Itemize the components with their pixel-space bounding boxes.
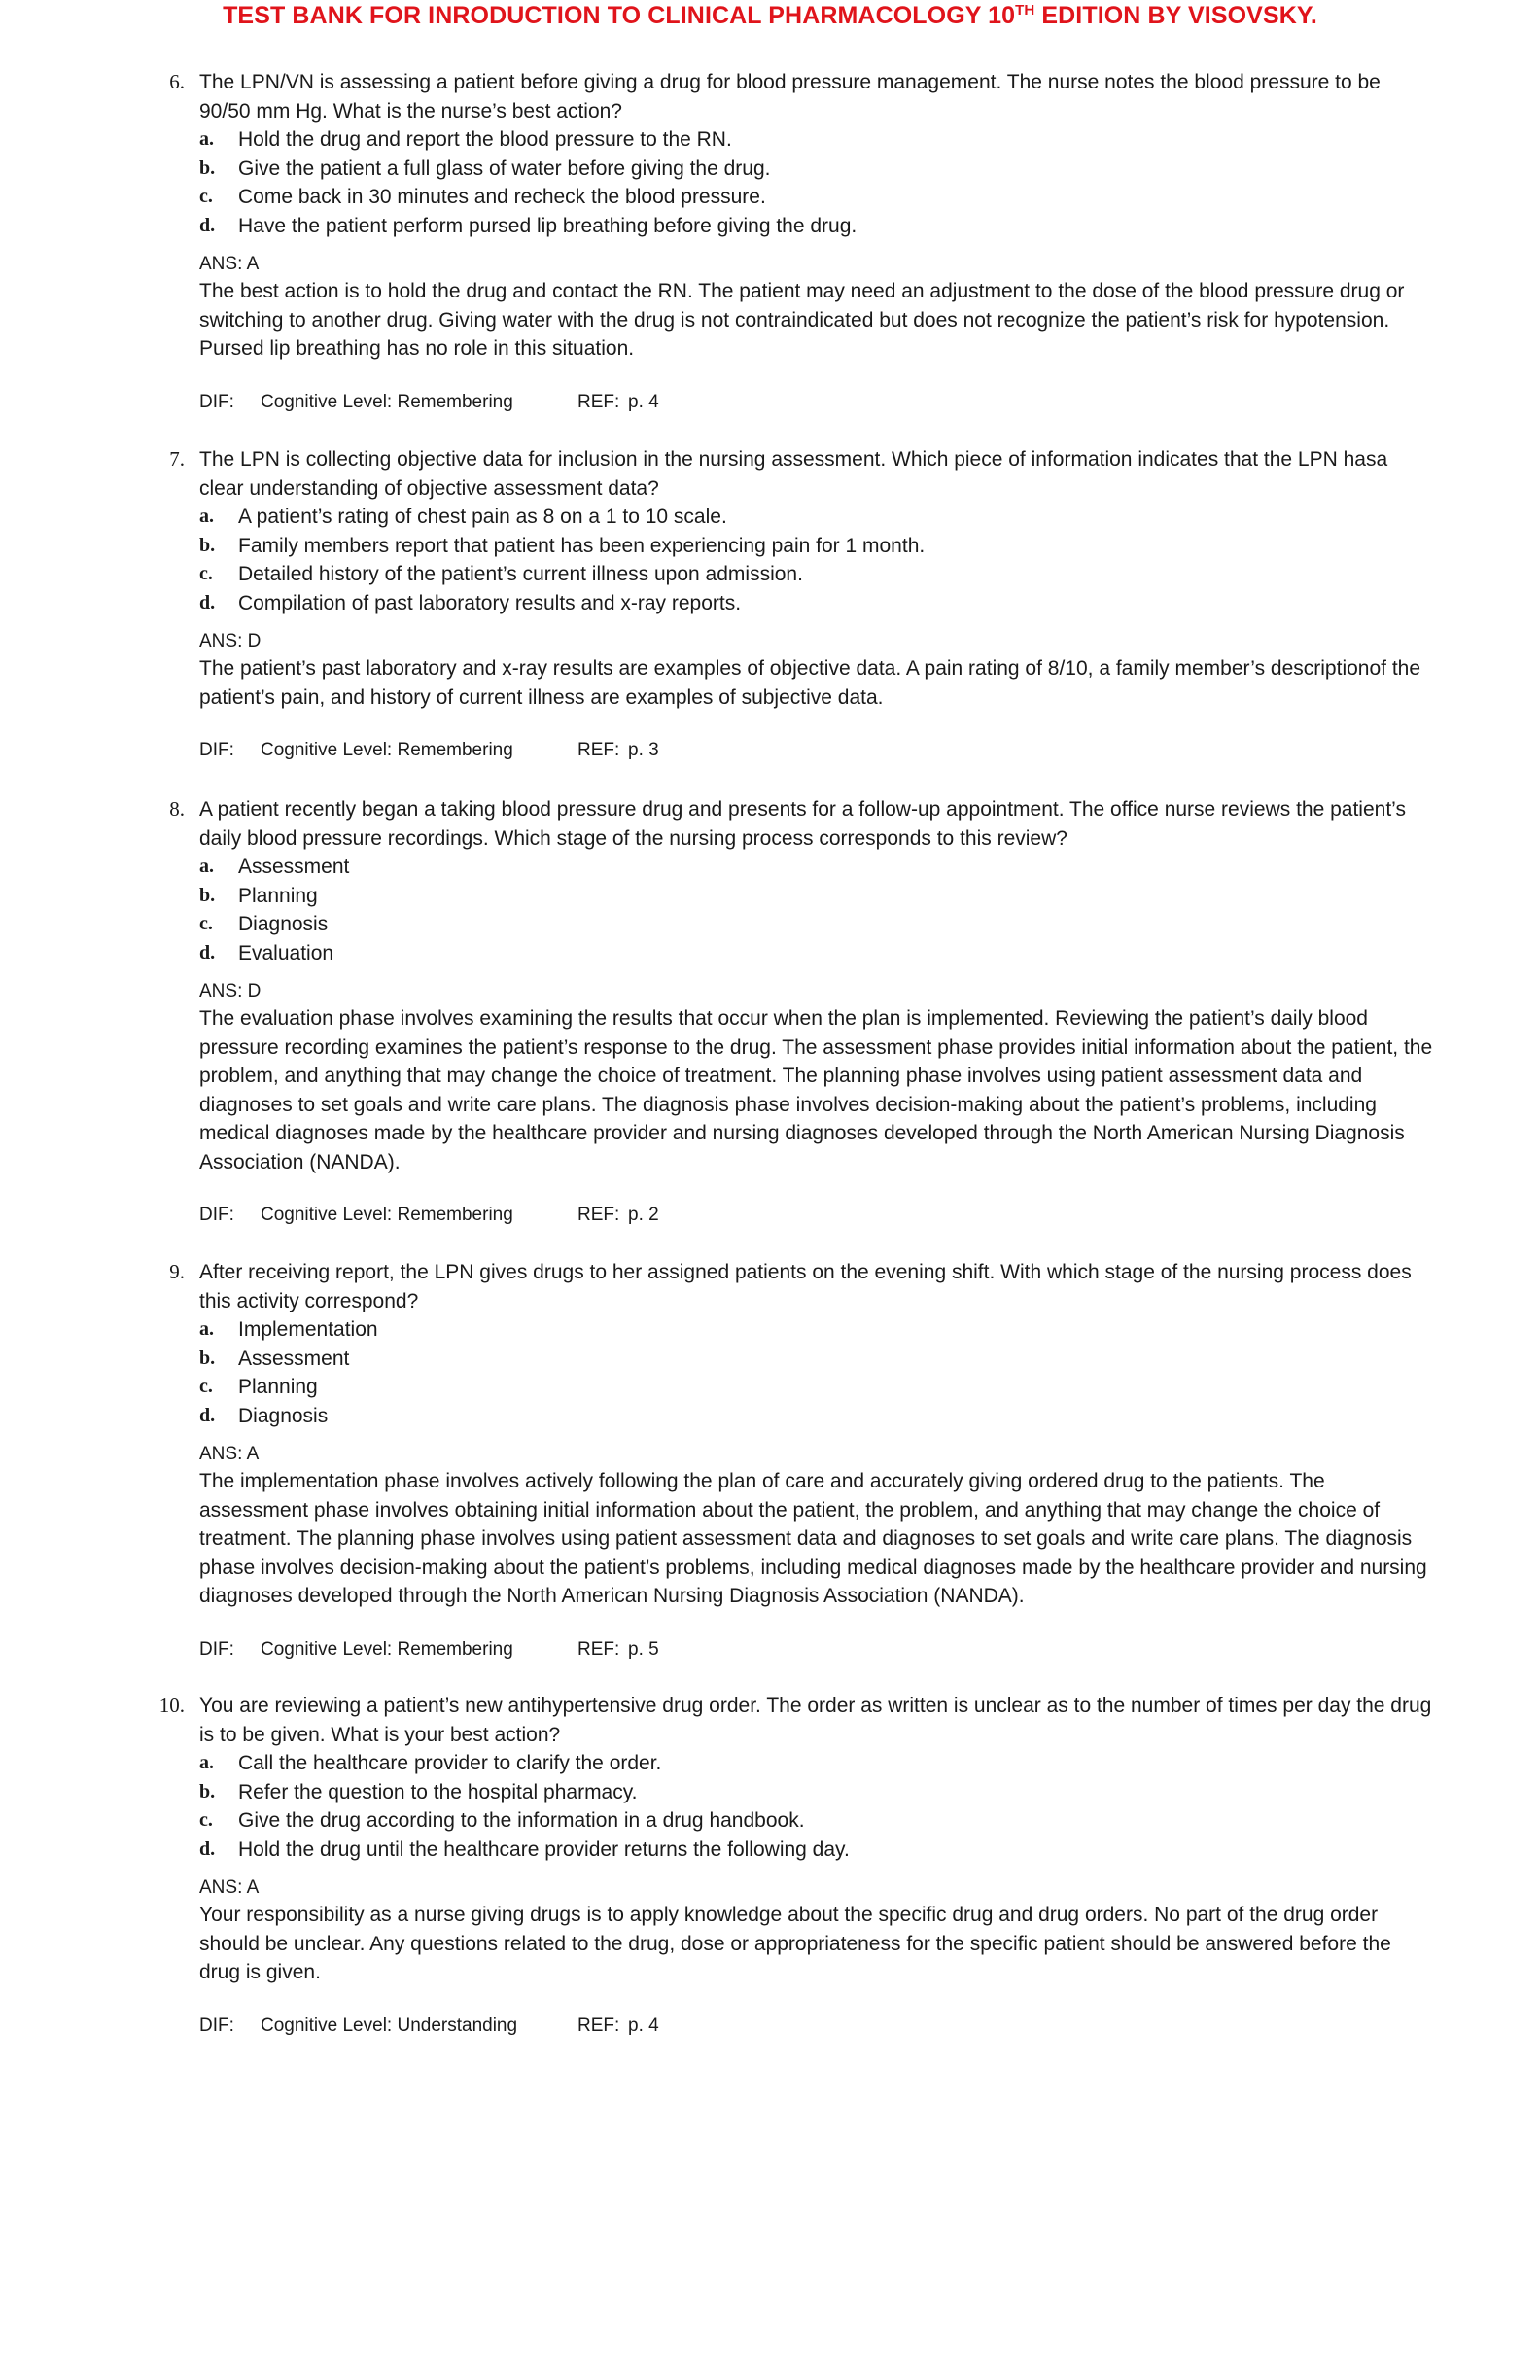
answer-option	[199, 1806, 1540, 1836]
answer-rationale: The implementation phase involves actively following the plan of care and accurately giving ordered drug to the patients. The assessment phase involves obtaining initial information about the patient, the problem, and anything that may change the choice of treatment. The planning phase involves using patient assessment data and diagnoses to set goals and write care plans. The diagnosis phase involves decision-making about the patient’s problems, including medical diagnoses made by the healthcare provider and nursing diagnoses developed through the North American Nursing Diagnosis Association (NANDA).	[199, 1470, 1427, 1607]
answer-options	[0, 853, 1540, 967]
option-letter: a.	[199, 506, 214, 527]
question-block	[0, 1258, 1540, 1663]
difficulty-label: DIF:	[199, 1638, 234, 1660]
option-text: Have the patient perform pursed lip breathing before giving the drug.	[238, 214, 858, 237]
question-metadata	[199, 736, 1540, 764]
answer-option	[199, 882, 1540, 911]
option-letter: d.	[199, 1838, 216, 1860]
reference-label: REF:	[578, 391, 620, 412]
answer-option	[199, 1315, 1540, 1345]
question-stem: The LPN/VN is assessing a patient before giving a drug for blood pressure management. The nurse notes the blood pressure to be 90/50 mm Hg. What is the nurse’s best action?	[199, 71, 1381, 122]
answer-rationale: The evaluation phase involves examining the results that occur when the plan is implemented. Reviewing the patient’s daily blood pressure recording examines the patient’s response to the drug. The assessment phase provides initial information about the patient, the problem, and anything that may change the choice of treatment. The planning phase involves using patient assessment data and diagnoses to set goals and write care plans. The diagnosis phase involves decision-making about the patient’s problems, including medical diagnoses made by the healthcare provider and nursing diagnoses developed through the North American Nursing Diagnosis Association (NANDA).	[199, 1007, 1433, 1173]
answer-option	[199, 532, 1540, 561]
difficulty-value: Cognitive Level: Remembering	[261, 1205, 513, 1225]
question-metadata	[199, 1635, 1540, 1663]
reference-label: REF:	[578, 1638, 620, 1660]
difficulty-value: Cognitive Level: Remembering	[261, 1638, 513, 1660]
question-metadata	[199, 2012, 1540, 2040]
option-letter: c.	[199, 1809, 213, 1831]
answer-option	[199, 183, 1540, 212]
answer-key: ANS: D	[199, 981, 262, 1001]
question-stem: After receiving report, the LPN gives drugs to her assigned patients on the evening shift. With which stage of the nursing process does this activity correspond?	[199, 1261, 1412, 1312]
option-text: Refer the question to the hospital pharmacy.	[238, 1780, 638, 1803]
option-letter: d.	[199, 214, 216, 236]
question-number: 7.	[169, 447, 185, 471]
reference-value: p. 5	[628, 1638, 659, 1660]
option-text: Diagnosis	[238, 913, 329, 935]
option-letter: b.	[199, 157, 216, 179]
answer-rationale: The best action is to hold the drug and contact the RN. The patient may need an adjustment to the dose of the blood pressure drug or switching to another drug. Giving water with the drug is not contraindicated but does not recognize the patient’s risk for hypotension. Pursed lip breathing has no role in this situation.	[199, 280, 1405, 360]
header-title-main: TEST BANK FOR INRODUCTION TO CLINICAL PHARMACOLOGY 10	[223, 2, 1016, 29]
reference-label: REF:	[578, 2014, 620, 2036]
option-letter: b.	[199, 1780, 216, 1802]
answer-option	[199, 853, 1540, 882]
answer-option	[199, 503, 1540, 532]
question-metadata	[199, 1201, 1540, 1229]
option-letter: d.	[199, 941, 216, 963]
reference-value: p. 4	[628, 391, 659, 412]
option-text: Evaluation	[238, 941, 334, 964]
answer-options	[0, 1749, 1540, 1864]
option-letter: a.	[199, 1752, 214, 1773]
option-text: Give the drug according to the information in a drug handbook.	[238, 1809, 805, 1832]
option-letter: d.	[199, 591, 216, 613]
question-block	[0, 1692, 1540, 2040]
answer-options	[0, 125, 1540, 240]
question-number: 8.	[169, 797, 185, 821]
difficulty-value: Cognitive Level: Remembering	[261, 740, 513, 760]
option-text: Planning	[238, 1376, 318, 1398]
answer-rationale: The patient’s past laboratory and x-ray results are examples of objective data. A pain rating of 8/10, a family member’s descriptionof the patient’s pain, and history of current illness are examples of subjective data.	[199, 657, 1421, 709]
question-number: 10.	[158, 1694, 185, 1717]
reference-label: REF:	[578, 740, 620, 760]
answer-option	[199, 939, 1540, 968]
option-letter: b.	[199, 1347, 216, 1369]
answer-option	[199, 1402, 1540, 1431]
option-text: Give the patient a full glass of water before giving the drug.	[238, 157, 771, 180]
question-stem: You are reviewing a patient’s new antihypertensive drug order. The order as written is unclear as to the number of times per day the drug is to be given. What is your best action?	[199, 1695, 1432, 1746]
question-metadata	[199, 388, 1540, 416]
answer-option	[199, 1778, 1540, 1807]
option-text: Assessment	[238, 1347, 350, 1370]
answer-option	[199, 560, 1540, 589]
option-text: Assessment	[238, 856, 350, 878]
answer-key: ANS: A	[199, 254, 260, 274]
option-text: Detailed history of the patient’s current illness upon admission.	[238, 563, 803, 585]
option-letter: a.	[199, 128, 214, 150]
answer-key: ANS: A	[199, 1444, 260, 1464]
question-block	[0, 445, 1540, 764]
answer-option	[199, 155, 1540, 184]
option-text: Implementation	[238, 1318, 378, 1341]
reference-value: p. 2	[628, 1205, 659, 1225]
option-letter: c.	[199, 913, 213, 934]
option-letter: d.	[199, 1404, 216, 1426]
option-letter: c.	[199, 186, 213, 207]
question-block	[0, 68, 1540, 416]
option-letter: b.	[199, 884, 216, 906]
header-title-superscript: TH	[1015, 2, 1035, 18]
difficulty-label: DIF:	[199, 740, 234, 760]
option-text: Come back in 30 minutes and recheck the blood pressure.	[238, 186, 766, 208]
answer-key: ANS: A	[199, 1877, 260, 1898]
option-text: Compilation of past laboratory results and x-ray reports.	[238, 591, 742, 614]
difficulty-value: Cognitive Level: Understanding	[261, 2014, 518, 2036]
difficulty-label: DIF:	[199, 1205, 234, 1225]
answer-option	[199, 1836, 1540, 1865]
question-number: 6.	[169, 70, 185, 93]
answer-rationale: Your responsibility as a nurse giving drugs is to apply knowledge about the specific drug and drug orders. No part of the drug order should be unclear. Any questions related to the drug, dose or appropriateness for the specific patient should be answered before the drug is given.	[199, 1904, 1391, 1983]
answer-options	[0, 1315, 1540, 1430]
option-letter: a.	[199, 856, 214, 877]
answer-key: ANS: D	[199, 631, 262, 651]
question-stem: The LPN is collecting objective data for inclusion in the nursing assessment. Which piece of information indicates that the LPN hasa clear understanding of objective assessment data?	[199, 448, 1388, 500]
reference-value: p. 4	[628, 2014, 659, 2036]
question-stem: A patient recently began a taking blood pressure drug and presents for a follow-up appointment. The office nurse reviews the patient’s daily blood pressure recordings. Which stage of the nursing process corresponds to this review?	[199, 798, 1406, 850]
answer-option	[199, 1345, 1540, 1374]
difficulty-label: DIF:	[199, 2014, 234, 2036]
reference-label: REF:	[578, 1205, 620, 1225]
question-block	[0, 795, 1540, 1229]
answer-option	[199, 212, 1540, 241]
option-letter: c.	[199, 563, 213, 584]
option-text: Planning	[238, 884, 318, 907]
answer-option	[199, 589, 1540, 618]
option-letter: c.	[199, 1376, 213, 1397]
answer-option	[199, 1749, 1540, 1778]
answer-option	[199, 1373, 1540, 1402]
option-text: Call the healthcare provider to clarify the order.	[238, 1752, 662, 1774]
option-text: Family members report that patient has been experiencing pain for 1 month.	[238, 534, 926, 557]
option-text: Hold the drug until the healthcare provider returns the following day.	[238, 1838, 850, 1861]
difficulty-label: DIF:	[199, 391, 234, 412]
header-title-tail: EDITION BY VISOVSKY.	[1034, 2, 1317, 29]
option-letter: a.	[199, 1318, 214, 1340]
option-text: Diagnosis	[238, 1404, 329, 1427]
option-text: A patient’s rating of chest pain as 8 on a 1 to 10 scale.	[238, 506, 727, 528]
page-header-title	[0, 2, 1540, 30]
option-letter: b.	[199, 534, 216, 556]
question-number: 9.	[169, 1260, 185, 1283]
difficulty-value: Cognitive Level: Remembering	[261, 391, 513, 412]
option-text: Hold the drug and report the blood pressure to the RN.	[238, 128, 732, 151]
answer-options	[0, 503, 1540, 617]
reference-value: p. 3	[628, 740, 659, 760]
answer-option	[199, 125, 1540, 155]
answer-option	[199, 910, 1540, 939]
